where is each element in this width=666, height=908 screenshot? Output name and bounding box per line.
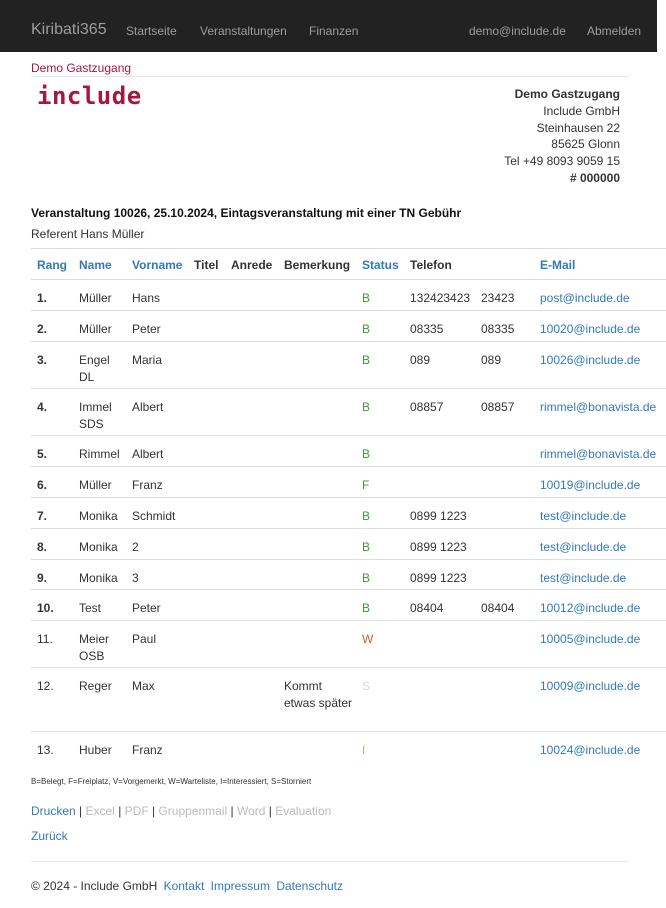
cell-name: Test xyxy=(79,601,102,615)
cell-rang: 9. xyxy=(37,571,48,585)
cell-vorname: Hans xyxy=(132,291,161,305)
cell-status: B xyxy=(362,509,371,523)
cell-tel2: 08335 xyxy=(481,322,515,336)
separator: | xyxy=(79,804,83,818)
cell-rang: 8. xyxy=(37,540,48,554)
header-telefon: Telefon xyxy=(410,258,452,272)
nav-link-startseite[interactable]: Startseite xyxy=(126,24,177,38)
cell-name: Müller xyxy=(79,322,112,336)
table-row xyxy=(31,388,666,436)
table-row xyxy=(31,341,666,389)
cell-vorname: Franz xyxy=(132,743,163,757)
cell-status: B xyxy=(362,447,371,461)
address-city: 85625 Glonn xyxy=(551,137,620,152)
footer-copyright: © 2024 - Include GmbH xyxy=(31,879,158,893)
cell-vorname: Peter xyxy=(132,601,161,615)
table-row xyxy=(31,559,666,590)
table-row xyxy=(31,310,666,342)
cell-name: Monika xyxy=(79,540,118,554)
cell-rang: 12. xyxy=(37,679,54,693)
cell-name: Meier OSB xyxy=(79,632,110,663)
cell-email[interactable]: 10024@include.de xyxy=(540,743,641,757)
cell-status: B xyxy=(362,400,371,414)
cell-email[interactable]: post@include.de xyxy=(540,291,630,305)
header-anrede: Anrede xyxy=(231,258,273,272)
cell-tel1: 08404 xyxy=(410,601,444,615)
cell-status: B xyxy=(362,540,371,554)
cell-tel1: 0899 1223 xyxy=(410,540,467,554)
cell-name: Monika xyxy=(79,509,118,523)
cell-tel1: 132423423 xyxy=(410,291,471,305)
cell-vorname: Albert xyxy=(132,447,164,461)
cell-name: Huber xyxy=(79,743,112,757)
cell-status: F xyxy=(362,478,370,492)
cell-vorname: Paul xyxy=(132,632,157,646)
header-bemerkung: Bemerkung xyxy=(284,258,351,272)
separator: | xyxy=(118,804,122,818)
logout-link[interactable]: Abmelden xyxy=(587,24,642,38)
table-row xyxy=(31,620,666,668)
event-referent: Referent Hans Müller xyxy=(31,227,145,241)
address-block xyxy=(504,86,620,187)
cell-tel1: 0899 1223 xyxy=(410,571,467,585)
address-phone: Tel +49 8093 9059 15 xyxy=(504,154,620,169)
cell-rang: 6. xyxy=(37,478,48,492)
back-link[interactable]: Zurück xyxy=(31,829,68,843)
cell-email[interactable]: 10005@include.de xyxy=(540,632,641,646)
window-edge xyxy=(657,0,666,52)
cell-rang: 10. xyxy=(37,601,54,615)
cell-tel1: 08335 xyxy=(410,322,444,336)
top-navbar xyxy=(0,0,657,52)
nav-link-veranstaltungen[interactable]: Veranstaltungen xyxy=(200,24,287,38)
table-row xyxy=(31,528,666,560)
cell-status: B xyxy=(362,601,371,615)
nav-user-email[interactable]: demo@include.de xyxy=(469,24,566,38)
cell-tel1: 08857 xyxy=(410,400,444,414)
cell-tel2: 08404 xyxy=(481,601,515,615)
table-row xyxy=(31,731,666,763)
cell-email[interactable]: rimmel@bonavista.de xyxy=(540,400,657,414)
evaluation-link[interactable]: Evaluation xyxy=(275,804,332,818)
address-number: # 000000 xyxy=(569,170,620,185)
footer-link-kontakt[interactable]: Kontakt xyxy=(163,879,205,893)
cell-status: W xyxy=(362,632,374,646)
header-divider xyxy=(31,76,628,77)
cell-name: Immel SDS xyxy=(79,400,112,431)
include-logo: include xyxy=(37,82,142,110)
header-status[interactable]: Status xyxy=(362,258,399,272)
print-link[interactable]: Drucken xyxy=(31,804,76,818)
cell-rang: 3. xyxy=(37,353,48,367)
cell-vorname: Peter xyxy=(132,322,161,336)
word-link[interactable]: Word xyxy=(236,804,266,818)
separator: | xyxy=(268,804,272,818)
event-title: Veranstaltung 10026, 25.10.2024, Eintagsveranstaltung mit einer TN Gebühr xyxy=(31,206,462,220)
table-row xyxy=(31,589,666,621)
cell-rang: 2. xyxy=(37,322,48,336)
table-row xyxy=(31,279,666,311)
header-titel: Titel xyxy=(194,258,219,272)
cell-vorname: Franz xyxy=(132,478,163,492)
cell-email[interactable]: 10019@include.de xyxy=(540,478,641,492)
cell-rang: 4. xyxy=(37,400,48,414)
excel-link[interactable]: Excel xyxy=(85,804,115,818)
cell-email[interactable]: 10020@include.de xyxy=(540,322,641,336)
cell-email[interactable]: test@include.de xyxy=(540,571,627,585)
address-name: Demo Gastzugang xyxy=(514,87,620,101)
header-name[interactable]: Name xyxy=(79,258,112,272)
cell-bemerkung: Kommt etwas später xyxy=(284,679,353,710)
table-row xyxy=(31,435,666,467)
cell-email[interactable]: test@include.de xyxy=(540,509,627,523)
cell-status: B xyxy=(362,291,371,305)
separator: | xyxy=(230,804,234,818)
groupmail-link[interactable]: Gruppenmail xyxy=(158,804,228,818)
cell-status: I xyxy=(362,743,366,757)
table-row xyxy=(31,667,666,732)
cell-rang: 5. xyxy=(37,447,48,461)
cell-name: Rimmel xyxy=(79,447,120,461)
cell-vorname: 2 xyxy=(132,540,139,554)
table-row xyxy=(31,466,666,498)
cell-name: Müller xyxy=(79,291,112,305)
cell-status: S xyxy=(362,679,371,693)
cell-rang: 13. xyxy=(37,743,54,757)
cell-status: B xyxy=(362,353,371,367)
demo-access-label: Demo Gastzugang xyxy=(31,61,132,75)
cell-vorname: 3 xyxy=(132,571,139,585)
nav-link-finanzen[interactable]: Finanzen xyxy=(309,24,359,38)
cell-status: B xyxy=(362,322,371,336)
footer-divider xyxy=(31,861,628,862)
cell-email[interactable]: 10009@include.de xyxy=(540,679,641,693)
cell-email[interactable]: 10026@include.de xyxy=(540,353,641,367)
status-legend: B=Belegt, F=Freiplatz, V=Vorgemerkt, W=Warteliste, I=Interessiert, S=Storniert xyxy=(31,777,312,786)
cell-vorname: Albert xyxy=(132,400,164,414)
table-header-row xyxy=(31,248,666,280)
cell-vorname: Schmidt xyxy=(132,509,176,523)
cell-vorname: Max xyxy=(132,679,155,693)
footer-link-impressum[interactable]: Impressum xyxy=(210,879,270,893)
header-rang[interactable]: Rang xyxy=(37,258,67,272)
cell-tel1: 0899 1223 xyxy=(410,509,467,523)
pdf-link[interactable]: PDF xyxy=(124,804,149,818)
cell-email[interactable]: test@include.de xyxy=(540,540,627,554)
action-links xyxy=(31,804,331,818)
separator: | xyxy=(152,804,156,818)
cell-name: Monika xyxy=(79,571,118,585)
cell-tel2: 089 xyxy=(481,353,502,367)
cell-status: B xyxy=(362,571,371,585)
cell-email[interactable]: 10012@include.de xyxy=(540,601,641,615)
cell-rang: 11. xyxy=(37,632,53,646)
header-vorname[interactable]: Vorname xyxy=(132,258,183,272)
cell-tel2: 08857 xyxy=(481,400,515,414)
header-email[interactable]: E-Mail xyxy=(540,258,576,272)
cell-rang: 1. xyxy=(37,291,48,305)
address-street: Steinhausen 22 xyxy=(536,120,620,135)
cell-tel2: 23423 xyxy=(481,291,515,305)
footer xyxy=(31,879,343,893)
address-company: Include GmbH xyxy=(543,103,620,118)
brand-link[interactable]: Kiribati365 xyxy=(31,21,107,38)
cell-tel1: 089 xyxy=(410,353,431,367)
cell-rang: 7. xyxy=(37,509,48,523)
cell-name: Reger xyxy=(79,679,112,693)
cell-vorname: Maria xyxy=(132,353,163,367)
cell-email[interactable]: rimmel@bonavista.de xyxy=(540,447,657,461)
cell-name: Engel DL xyxy=(79,353,110,384)
cell-name: Müller xyxy=(79,478,112,492)
table-row xyxy=(31,497,666,529)
footer-link-datenschutz[interactable]: Datenschutz xyxy=(276,879,344,893)
